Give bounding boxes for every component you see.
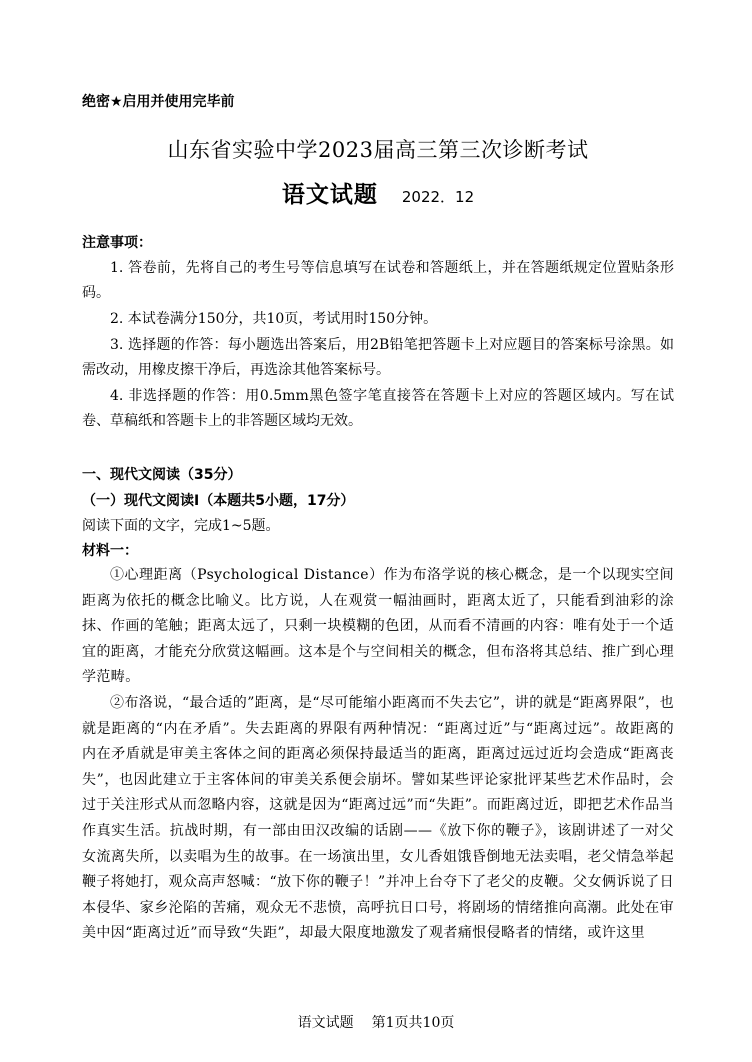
- material-text: [82, 563, 674, 947]
- footer-subject: 语文试题: [297, 1015, 354, 1031]
- paragraph: ②布洛说，“最合适的”距离，是“尽可能缩小距离而不失去它”，讲的就是“距离界限”，也就是距离的“内在矛盾”。失去距离的界限有两种情况：“距离过近”与“距离过远”。故距离的内在矛盾就是审美主客体之间的距离必须保持最适当的距离，距离过远过近均会造成“距离丧失”，也因此建立于主客体间的审美关系便会崩坏。譬如某些评论家批评某些艺术作品时，会过于关注形式从而忽略内容，这就是因为“距离过远”而“失距”。而距离过近，即把艺术作品当作真实生活。抗战时期，有一部由田汉改编的话剧——《放下你的鞭子》，该剧讲述了一对父女流离失所，以卖唱为生的故事。在一场演出里，女儿香姐饿昏倒地无法卖唱，老父情急举起鞭子将她打，观众高声怒喊：“放下你的鞭子！”并冲上台夺下了老父的皮鞭。父女俩诉说了日本侵华、家乡沦陷的苦痛，观众无不悲愤，高呼抗日口号，将剧场的情绪推向高潮。此处在审美中因“距离过近”而导致“失距”，却最大限度地激发了观者痛恨侵略者的情绪，或许这里: [82, 694, 674, 942]
- footer-page-number: 第1页共10页: [371, 1015, 455, 1031]
- part-title: 一、现代文阅读（35分）: [82, 467, 242, 483]
- secret-mark: 绝密★启用并使用完毕前: [82, 94, 235, 110]
- notice-item: 1. 答卷前，先将自己的考生号等信息填写在试卷和答题纸上，并在答题纸规定位置贴条形码。: [82, 260, 674, 301]
- exam-date: 2022．12: [401, 188, 475, 206]
- exam-title: 山东省实验中学2023届高三第三次诊断考试: [167, 138, 589, 162]
- paragraph: ①心理距离（Psychological Distance）作为布洛学说的核心概念，是一个以现实空间距离为依托的概念比喻义。比方说，人在观赏一幅油画时，距离太近了，只能看到油彩的涂抹、作画的笔触；距离太远了，只剩一块模糊的色团，从而看不清画的内容：唯有处于一个适宜的距离，才能充分欣赏这幅画。这本是个与空间相关的概念，但布洛将其总结、推广到心理学范畴。: [82, 567, 674, 686]
- material-label: 材料一：: [82, 543, 138, 559]
- notice-heading: 注意事项：: [82, 235, 152, 251]
- exam-subtitle: [82, 176, 674, 209]
- reading-instruction: 阅读下面的文字，完成1~5题。: [82, 518, 280, 534]
- notice-item: 3. 选择题的作答：每小题选出答案后，用2B铅笔把答题卡上对应题目的答案标号涂黑。如需改动，用橡皮擦干净后，再选涂其他答案标号。: [82, 337, 674, 378]
- sub-title: （一）现代文阅读Ⅰ（本题共5小题，17分）: [82, 493, 355, 509]
- subject-name: 语文试题: [281, 181, 378, 208]
- notice-item: 4. 非选择题的作答：用0.5mm黑色签字笔直接答在答题卡上对应的答题区域内。写在试卷、草稿纸和答题卡上的非答题区域均无效。: [82, 388, 674, 429]
- notice-list: [82, 256, 674, 435]
- notice-item: 2. 本试卷满分150分，共10页，考试用时150分钟。: [110, 311, 438, 327]
- page-footer: [0, 1012, 752, 1032]
